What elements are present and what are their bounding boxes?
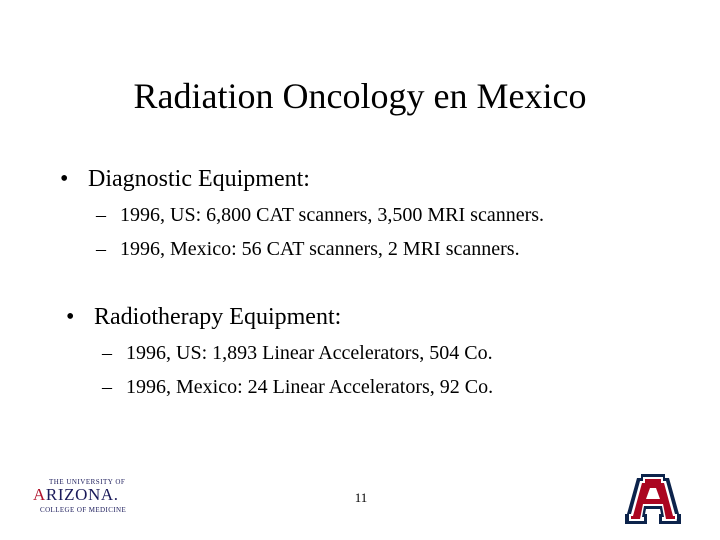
slide-title: Radiation Oncology en Mexico xyxy=(133,76,587,116)
sub-item xyxy=(102,340,493,366)
page-number: 11 xyxy=(354,490,368,505)
dash: – xyxy=(102,342,112,364)
sub-item-text: 1996, US: 6,800 CAT scanners, 3,500 MRI scanners. xyxy=(120,204,545,226)
arizona-block-a-icon xyxy=(625,474,681,524)
sub-item-text: 1996, Mexico: 24 Linear Accelerators, 92 Co. xyxy=(126,376,494,398)
logo-name-rest: RIZONA xyxy=(45,485,114,504)
logo-line-college: COLLEGE OF MEDICINE xyxy=(40,506,127,514)
logo-arizona-wordmark xyxy=(33,485,119,505)
logo-mark: . xyxy=(113,485,119,504)
registered-mark: ® xyxy=(676,519,680,524)
bullet-dot: • xyxy=(66,304,75,330)
sub-item xyxy=(96,236,520,262)
dash: – xyxy=(96,204,106,226)
bullet-radiotherapy xyxy=(66,302,341,332)
bullet-diagnostic xyxy=(60,164,310,194)
sub-item-text: 1996, US: 1,893 Linear Accelerators, 504 Co. xyxy=(126,342,493,364)
sub-item xyxy=(96,202,544,228)
university-of-arizona-logo xyxy=(33,478,128,518)
sub-item-text: 1996, Mexico: 56 CAT scanners, 2 MRI scanners. xyxy=(120,238,520,260)
dash: – xyxy=(102,376,112,398)
logo-line-university: THE UNIVERSITY OF xyxy=(49,478,126,486)
logo-first-letter: A xyxy=(33,485,46,504)
bullet-label: Diagnostic Equipment: xyxy=(88,166,310,192)
bullet-label: Radiotherapy Equipment: xyxy=(94,304,342,330)
bullet-dot: • xyxy=(60,166,69,192)
sub-item xyxy=(102,374,493,400)
dash: – xyxy=(96,238,106,260)
